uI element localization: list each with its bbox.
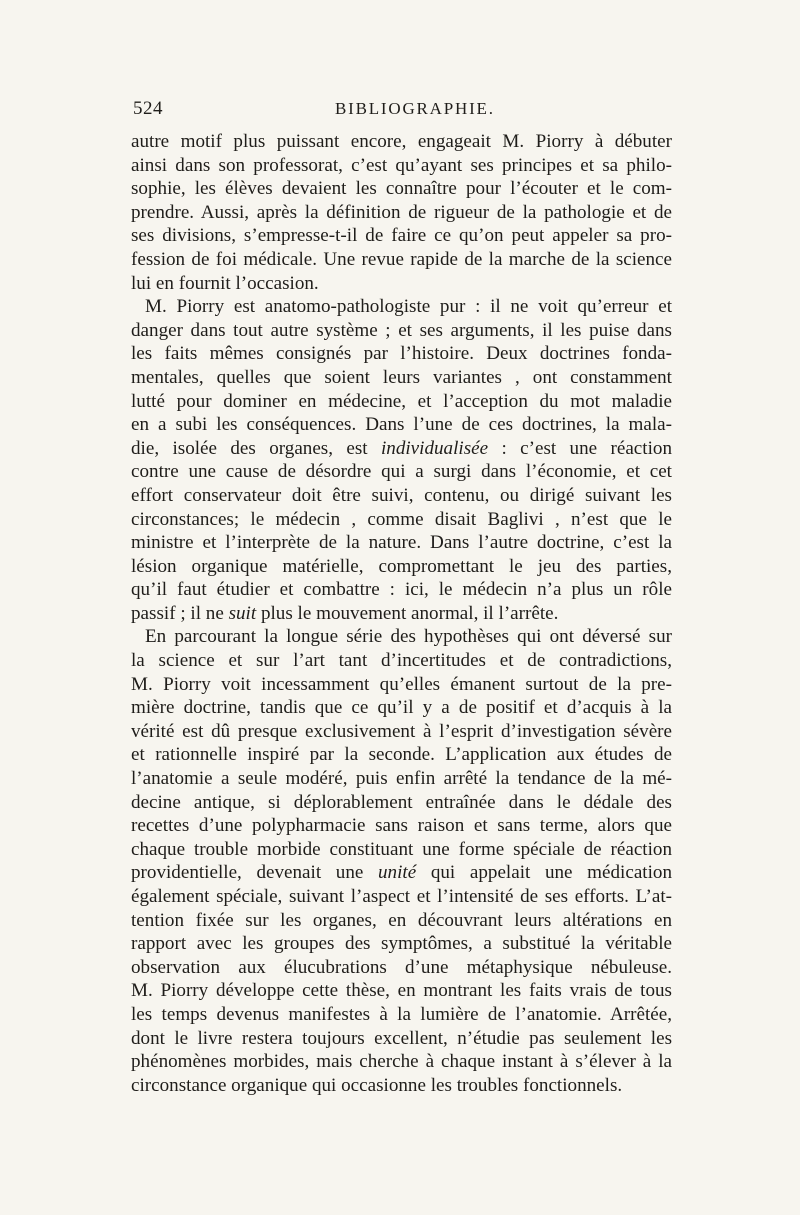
text-line: observation aux élucubrations d’une métaphysique nébuleuse. bbox=[131, 956, 672, 978]
text-line: phénomènes morbides, mais cherche à chaque instant à s’élever à la bbox=[131, 1051, 672, 1073]
text-line: lutté pour dominer en médecine, et l’acception du mot maladie bbox=[131, 390, 672, 412]
text-line: également spéciale, suivant l’aspect et l’intensité de ses efforts. L’at- bbox=[131, 886, 672, 907]
text-line: En parcourant la longue série des hypothèses qui ont déversé sur bbox=[145, 626, 672, 648]
text-line: recettes d’une polypharmacie sans raison et sans terme, alors que bbox=[131, 815, 672, 837]
page-number: 524 bbox=[133, 98, 163, 119]
text-line: prendre. Aussi, après la définition de rigueur de la pathologie et de bbox=[131, 201, 672, 223]
text-line: autre motif plus puissant encore, engageait M. Piorry à débuter bbox=[131, 131, 672, 152]
text-line: decine antique, si déplorablement entraînée dans le dédale des bbox=[131, 791, 672, 813]
text-line: l’anatomie a seule modéré, puis enfin arrêté la tendance de la mé- bbox=[131, 768, 672, 790]
paragraph bbox=[131, 130, 672, 295]
page-header bbox=[133, 98, 673, 122]
text-line: et rationnelle inspiré par la seconde. L’application aux études de bbox=[131, 744, 672, 766]
text-line: rapport avec les groupes des symptômes, a substitué la véritable bbox=[131, 933, 672, 955]
text-line: vérité est dû presque exclusivement à l’esprit d’investigation sévère bbox=[131, 720, 672, 742]
running-head: BIBLIOGRAPHIE. bbox=[335, 99, 495, 118]
text-line: ainsi dans son professorat, c’est qu’ayant ses principes et sa philo- bbox=[131, 154, 672, 176]
text-line: tention fixée sur les organes, en découvrant leurs altérations en bbox=[131, 909, 672, 931]
text-line: die, isolée des organes, est individualisée : c’est une réaction bbox=[131, 437, 672, 459]
text-line: mière doctrine, tandis que ce qu’il y a de positif et d’acquis à la bbox=[131, 697, 672, 719]
text-line: M. Piorry voit incessamment qu’elles émanent surtout de la pre- bbox=[131, 673, 672, 695]
text-line: chaque trouble morbide constituant une forme spéciale de réaction bbox=[131, 838, 672, 860]
text-line: les temps devenus manifestes à la lumière de l’anatomie. Arrêtée, bbox=[131, 1003, 672, 1025]
text-line: en a subi les conséquences. Dans l’une de ces doctrines, la mala- bbox=[131, 414, 672, 436]
text-line: sophie, les élèves devaient les connaître pour l’écouter et le com- bbox=[131, 178, 672, 200]
text-line: ses divisions, s’empresse-t-il de faire ce qu’on peut appeler sa pro- bbox=[131, 225, 672, 247]
text-line: mentales, quelles que soient leurs variantes , ont constamment bbox=[131, 366, 672, 388]
text-line: ministre et l’interprète de la nature. Dans l’autre doctrine, c’est la bbox=[131, 532, 672, 554]
text-line: les faits mêmes consignés par l’histoire. Deux doctrines fonda- bbox=[131, 343, 672, 365]
text-line: providentielle, devenait une unité qui appelait une médication bbox=[131, 862, 672, 884]
text-line: fession de foi médicale. Une revue rapide de la marche de la science bbox=[131, 248, 672, 270]
text-line: passif ; il ne suit plus le mouvement anormal, il l’arrête. bbox=[131, 602, 559, 624]
paragraph bbox=[131, 625, 672, 1097]
emphasis-text: individualisée bbox=[380, 437, 489, 459]
text-line: lui en fournit l’occasion. bbox=[131, 272, 319, 294]
text-line: M. Piorry est anatomo-pathologiste pur : il ne voit qu’erreur et bbox=[145, 296, 672, 318]
emphasis-text: suit bbox=[228, 602, 257, 624]
text-line: circonstances; le médecin , comme disait Baglivi , n’est que le bbox=[131, 508, 672, 530]
text-line: danger dans tout autre système ; et ses arguments, il les puise dans bbox=[131, 319, 672, 341]
text-line: contre une cause de désordre qui a surgi dans l’économie, et cet bbox=[131, 461, 672, 483]
text-line: M. Piorry développe cette thèse, en montrant les faits vrais de tous bbox=[131, 980, 672, 1002]
text-line: dont le livre restera toujours excellent, n’étudie pas seulement les bbox=[131, 1027, 672, 1049]
paragraph bbox=[131, 295, 672, 625]
emphasis-text: unité bbox=[378, 862, 417, 884]
text-line: effort conservateur doit être suivi, contenu, ou dirigé suivant les bbox=[131, 484, 672, 506]
body-text bbox=[131, 130, 672, 1097]
text-line: lésion organique matérielle, compromettant le jeu des parties, bbox=[131, 555, 672, 577]
text-line: la science et sur l’art tant d’incertitudes et de contradictions, bbox=[131, 650, 672, 672]
text-line: qu’il faut étudier et combattre : ici, le médecin n’a plus un rôle bbox=[131, 579, 672, 601]
text-line: circonstance organique qui occasionne les troubles fonctionnels. bbox=[131, 1074, 623, 1096]
